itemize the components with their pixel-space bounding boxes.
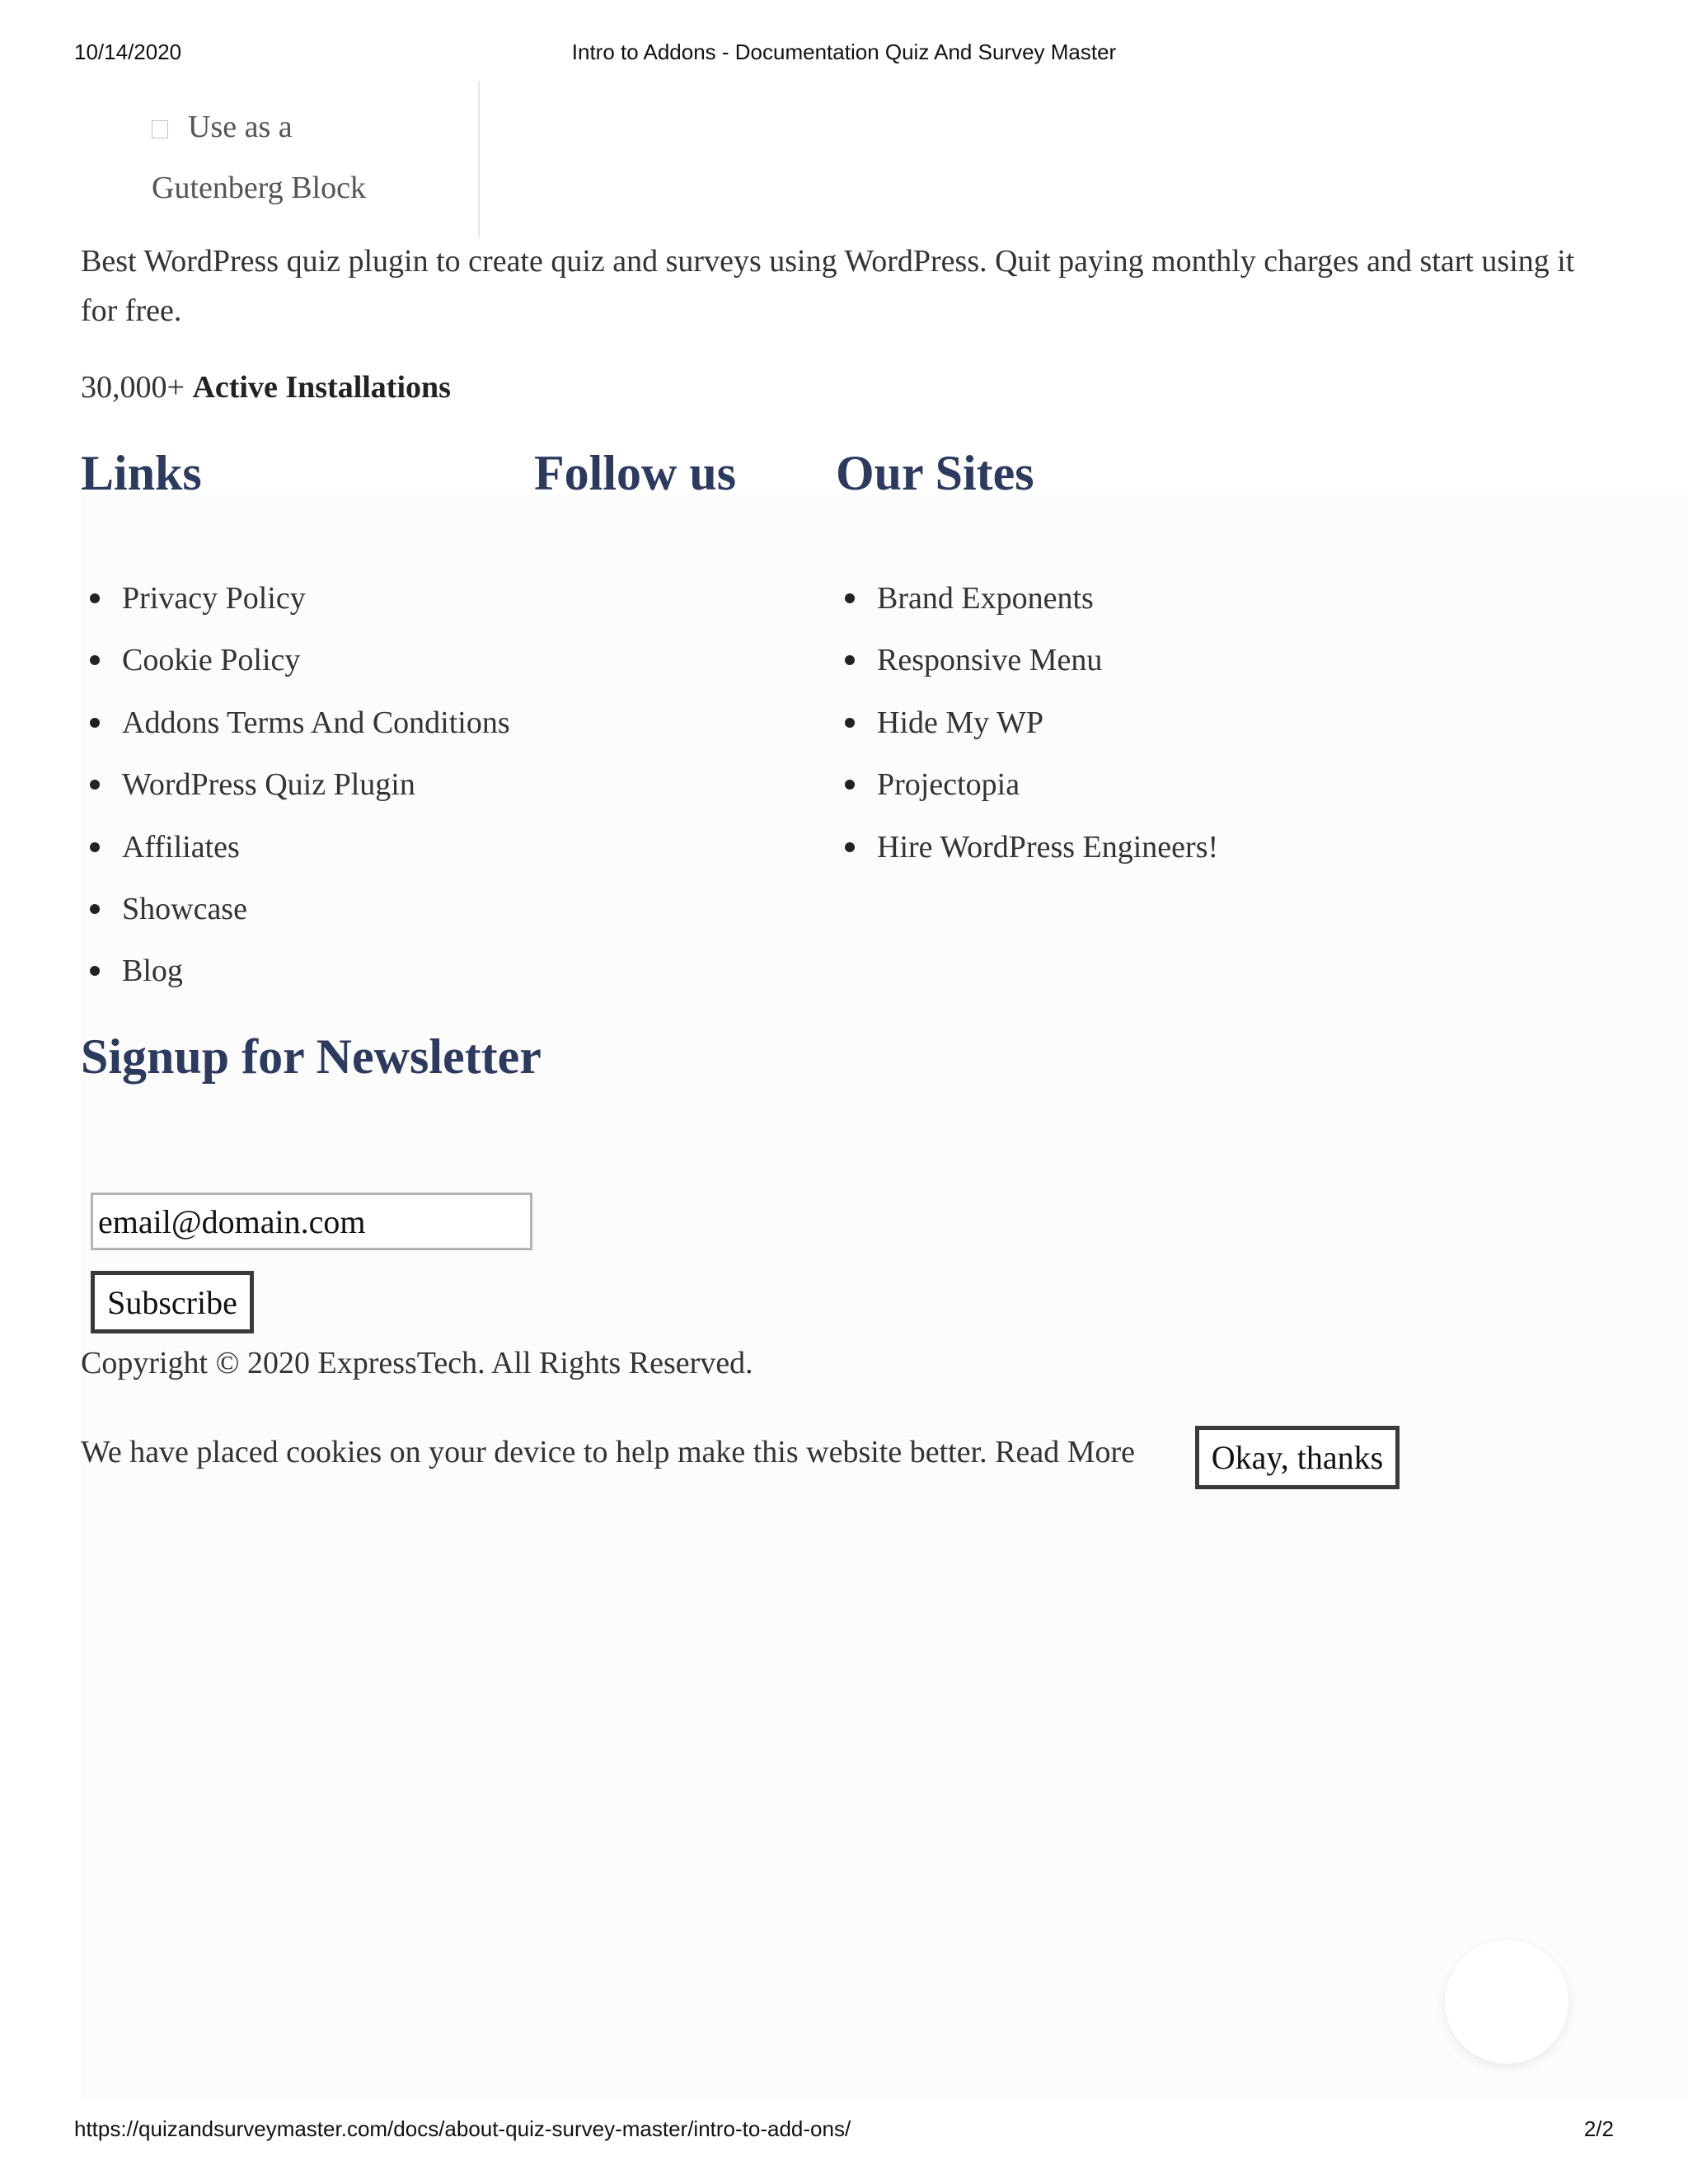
sidebar-feature-list <box>132 81 480 237</box>
newsletter-heading: Signup for Newsletter <box>81 1029 542 1084</box>
footer-link-addons-terms[interactable]: Addons Terms And Conditions <box>81 700 510 762</box>
print-page-number: 2/2 <box>1583 2116 1614 2141</box>
site-link-brand-exponents[interactable]: Brand Exponents <box>836 575 1218 637</box>
site-link-responsive-menu[interactable]: Responsive Menu <box>836 637 1218 699</box>
feature-label-continued: Gutenberg Block <box>152 171 366 205</box>
footer-link-quiz-plugin[interactable]: WordPress Quiz Plugin <box>81 762 510 823</box>
installs-label: Active Installations <box>192 370 451 405</box>
cookie-notice-text: We have placed cookies on your device to help make this website better. <box>81 1435 987 1469</box>
our-sites-list <box>836 575 1218 886</box>
print-footer <box>74 2116 1614 2144</box>
feature-item-gutenberg <box>152 109 293 145</box>
site-link-hide-my-wp[interactable]: Hide My WP <box>836 700 1218 762</box>
active-installations <box>81 369 451 405</box>
cookie-accept-button[interactable]: Okay, thanks <box>1195 1426 1400 1489</box>
print-date: 10/14/2020 <box>74 40 182 64</box>
print-url: https://quizandsurveymaster.com/docs/about-quiz-survey-master/intro-to-add-ons/ <box>74 2116 851 2141</box>
feature-label: Use as a <box>188 110 293 144</box>
cookie-read-more-link[interactable]: Read More <box>995 1435 1136 1469</box>
print-page-title: Intro to Addons - Documentation Quiz And Survey Master <box>571 40 1117 64</box>
copyright-text: Copyright © 2020 ExpressTech. All Rights Reserved. <box>81 1346 753 1380</box>
checkbox-icon <box>152 120 168 138</box>
links-list <box>81 575 510 1010</box>
follow-us-heading: Follow us <box>534 446 737 500</box>
footer-link-blog[interactable]: Blog <box>81 948 510 1010</box>
installs-count: 30,000+ <box>81 370 185 405</box>
print-header <box>74 40 1614 68</box>
site-link-projectopia[interactable]: Projectopia <box>836 762 1218 823</box>
our-sites-heading: Our Sites <box>836 446 1034 500</box>
links-heading: Links <box>81 446 202 500</box>
floating-chat-button[interactable] <box>1445 1940 1568 2064</box>
footer-link-cookie-policy[interactable]: Cookie Policy <box>81 637 510 699</box>
about-description: Best WordPress quiz plugin to create quiz and surveys using WordPress. Quit paying monthly charges and start using it for free. <box>81 244 1575 328</box>
cookie-notice <box>81 1434 1135 1470</box>
footer-link-privacy-policy[interactable]: Privacy Policy <box>81 575 510 637</box>
footer-link-showcase[interactable]: Showcase <box>81 886 510 948</box>
site-link-hire-engineers[interactable]: Hire WordPress Engineers! <box>836 824 1218 886</box>
newsletter-email-input[interactable] <box>91 1193 532 1250</box>
subscribe-button[interactable]: Subscribe <box>91 1271 254 1333</box>
footer-link-affiliates[interactable]: Affiliates <box>81 824 510 886</box>
